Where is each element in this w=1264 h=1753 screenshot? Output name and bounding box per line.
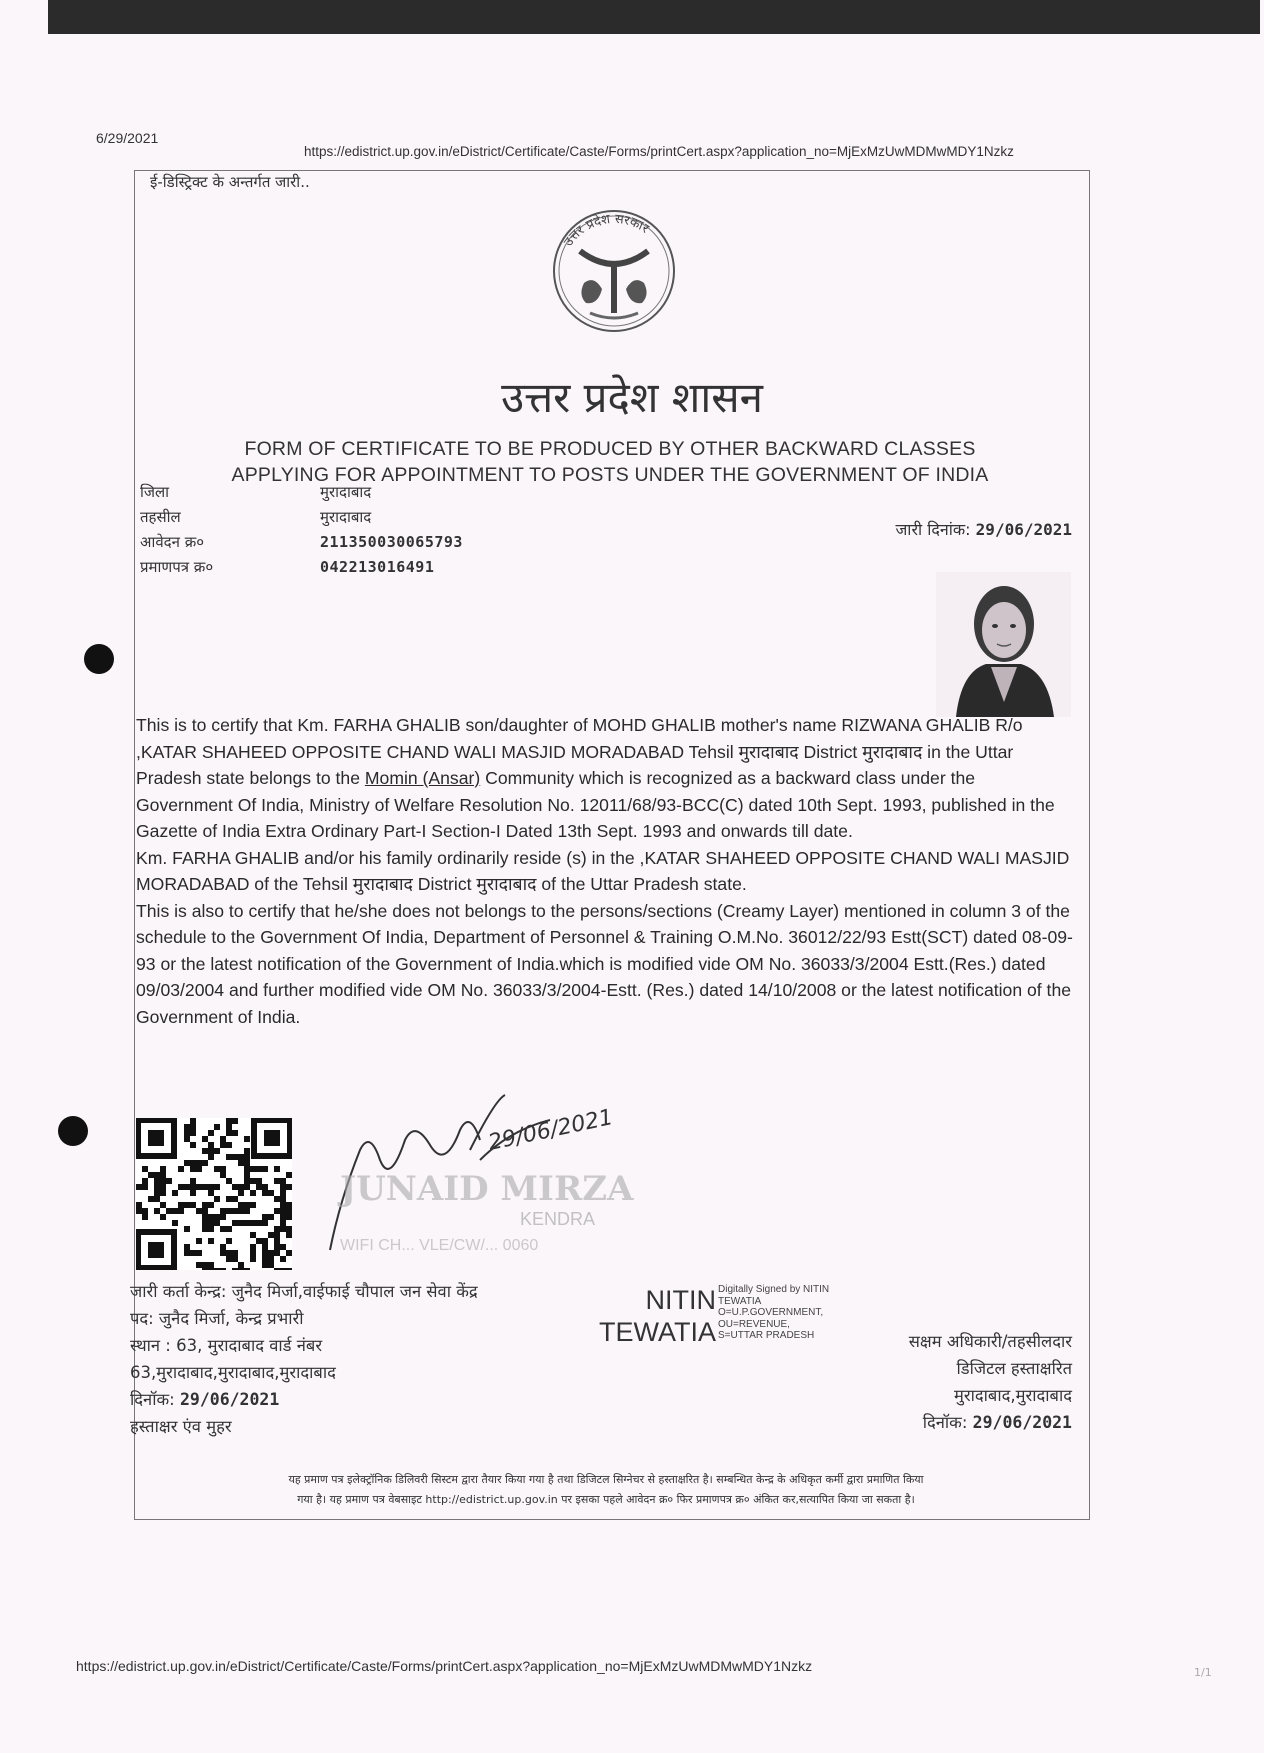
digital-signer-name-line-2: TEWATIA xyxy=(599,1317,716,1347)
officer-digital: डिजिटल हस्ताक्षरित xyxy=(956,1359,1072,1378)
issuer-date-label: दिनॉक: xyxy=(130,1390,175,1409)
issuer-date xyxy=(130,1386,478,1413)
punch-hole-2 xyxy=(58,1116,88,1146)
footer-verification-note xyxy=(134,1470,1078,1510)
issue-date-label: जारी दिनांक: xyxy=(895,520,971,539)
body-paragraph-1 xyxy=(136,712,1076,845)
officer-date-label: दिनॉक: xyxy=(922,1413,968,1432)
officer-date-value: 29/06/2021 xyxy=(972,1413,1072,1432)
ds-info-line-1: Digitally Signed by NITIN xyxy=(718,1284,830,1295)
footer-note-line-2: गया है। यह प्रमाण पत्र वेबसाइट http://edistrict.up.gov.in पर इसका पहले आवेदन क्र० फिर प्रमाणपत्र क्र० अंकित कर,सत्यापित किया जा सकता है। xyxy=(297,1493,915,1506)
issued-under-text: ई-डिस्ट्रिक्ट के अन्तर्गत जारी.. xyxy=(150,173,310,191)
ds-info-line-2: TEWATIA xyxy=(718,1295,762,1307)
application-number-value: 211350030065793 xyxy=(320,533,463,551)
officer-date xyxy=(909,1409,1072,1436)
svg-text:उत्तर प्रदेश सरकार xyxy=(561,212,652,250)
scan-top-dark-band xyxy=(48,0,1260,34)
body-p1-part-b: Community which is recognized as a backward class under the Government Of India, Ministry of Welfare Resolution No. 12011/68/93-BCC(C) dated 10th Sept. 1993, published in the Gazette of India Extra Ordinary Part-I Section-I Dated 13th Sept. 1993 and onwards till date. xyxy=(136,768,1055,841)
tehsil-row xyxy=(140,505,463,530)
district-label: जिला xyxy=(140,483,170,501)
digital-signature xyxy=(576,1284,876,1354)
officer-title: सक्षम अधिकारी/तहसीलदार xyxy=(908,1332,1072,1351)
certificate-row xyxy=(140,555,463,580)
page-number: 1/1 xyxy=(1194,1666,1212,1679)
district-row xyxy=(140,480,463,505)
ds-info-line-3: O=U.P.GOVERNMENT, xyxy=(718,1307,824,1318)
tehsil-value: मुरादाबाद xyxy=(320,508,372,526)
body-paragraph-2: Km. FARHA GHALIB and/or his family ordinarily reside (s) in the ,KATAR SHAHEED OPPOSITE CHAND WALI MASJID MORADABAD of the Tehsil मुरादाबाद District मुरादाबाद of the Uttar Pradesh state. xyxy=(136,847,1070,894)
body-p1-part-a: This is to certify that Km. FARHA GHALIB son/daughter of MOHD GHALIB mother's name RIZWANA GHALIB R/o ,KATAR SHAHEED OPPOSITE CHAND WALI MASJID MORADABAD Tehsil मुरादाबाद District मुरादाबाद in the Uttar Pradesh state belongs to the xyxy=(136,715,1023,788)
officer-details xyxy=(909,1328,1072,1436)
qr-code xyxy=(136,1118,292,1270)
issuer-center: जारी कर्ता केन्द्र: जुनैद मिर्जा,वाईफाई चौपाल जन सेवा केंद्र xyxy=(130,1282,478,1301)
up-government-emblem-icon xyxy=(540,205,688,335)
stamp-name: JUNAID MIRZA xyxy=(340,1169,634,1209)
digital-signer-name-line-1: NITIN xyxy=(645,1285,716,1315)
emblem-arc-text: उत्तर प्रदेश सरकार xyxy=(561,211,652,250)
issuer-sign-label: हस्ताक्षर एंव मुहर xyxy=(130,1417,232,1436)
certificate-number-label: प्रमाणपत्र क्र० xyxy=(140,558,214,576)
certificate-meta xyxy=(140,480,463,580)
district-value: मुरादाबाद xyxy=(320,483,372,501)
community-name: Momin (Ansar) xyxy=(364,768,481,788)
print-footer-url: https://edistrict.up.gov.in/eDistrict/Certificate/Caste/Forms/printCert.aspx?application_no=MjExMzUwMDMwMDY1Nzkz xyxy=(76,1658,813,1674)
tehsil-label: तहसील xyxy=(140,508,181,526)
digital-signature-info xyxy=(718,1284,878,1342)
ds-info-line-4: OU=REVENUE, xyxy=(718,1318,790,1330)
certificate-body xyxy=(136,712,1076,1030)
print-url: https://edistrict.up.gov.in/eDistrict/Certificate/Caste/Forms/printCert.aspx?application_no=MjExMzUwMDMwMDY1Nzkz xyxy=(304,144,1014,159)
ds-info-line-5: S=UTTAR PRADESH xyxy=(718,1330,815,1341)
application-row xyxy=(140,530,463,555)
body-paragraph-3: This is also to certify that he/she does not belongs to the persons/sections (Creamy Layer) mentioned in column 3 of the schedule to the Government Of India, Department of Personnel & Training O.M.No. 36012/22/93 Estt(SCT) dated 08-09-93 or the latest notification of the Government of India.which is modified vide OM No. 36033/3/2004 Estt.(Res.) dated 09/03/2004 and further modified vide OM No. 36033/3/2004-Estt. (Res.) dated 14/10/2008 or the latest notification of the Government of India. xyxy=(136,900,1073,1027)
print-date: 6/29/2021 xyxy=(96,130,159,146)
digital-signer-name xyxy=(576,1284,716,1348)
form-title-line-1: FORM OF CERTIFICATE TO BE PRODUCED BY OTHER BACKWARD CLASSES xyxy=(244,438,976,460)
issuer-date-value: 29/06/2021 xyxy=(179,1390,280,1409)
stamp-line-3: WIFI CH... VLE/CW/... 0060 xyxy=(340,1237,539,1254)
application-number-label: आवेदन क्र० xyxy=(140,533,205,551)
issuer-place-line-2: 63,मुरादाबाद,मुरादाबाद,मुरादाबाद xyxy=(130,1363,336,1382)
punch-hole-1 xyxy=(84,644,114,674)
handwritten-date: 29/06/2021 xyxy=(486,1105,616,1156)
issuer-place-line-1: स्थान : 63, मुरादाबाद वार्ड नंबर xyxy=(130,1336,323,1355)
issuer-details xyxy=(130,1278,478,1440)
issue-date xyxy=(895,518,1072,540)
footer-note-line-1: यह प्रमाण पत्र इलेक्ट्रॉनिक डिलिवरी सिस्टम द्वारा तैयार किया गया है तथा डिजिटल सिग्नेचर से हस्ताक्षरित है। सम्बन्धित केन्द्र के अधिकृत कर्मी द्वारा प्रमाणित किया xyxy=(288,1473,924,1486)
certificate-number-value: 042213016491 xyxy=(320,558,435,576)
form-title-line-2: APPLYING FOR APPOINTMENT TO POSTS UNDER THE GOVERNMENT OF INDIA xyxy=(231,464,989,486)
applicant-photo xyxy=(936,572,1071,717)
issuer-post: पद: जुनैद मिर्जा, केन्द्र प्रभारी xyxy=(130,1309,304,1328)
officer-place: मुरादाबाद,मुरादाबाद xyxy=(953,1386,1072,1405)
handwritten-signature-and-stamp xyxy=(320,1090,690,1270)
government-title: उत्तर प्रदेश शासन xyxy=(501,373,763,422)
issue-date-value: 29/06/2021 xyxy=(975,520,1072,539)
stamp-line-2: KENDRA xyxy=(520,1209,596,1229)
